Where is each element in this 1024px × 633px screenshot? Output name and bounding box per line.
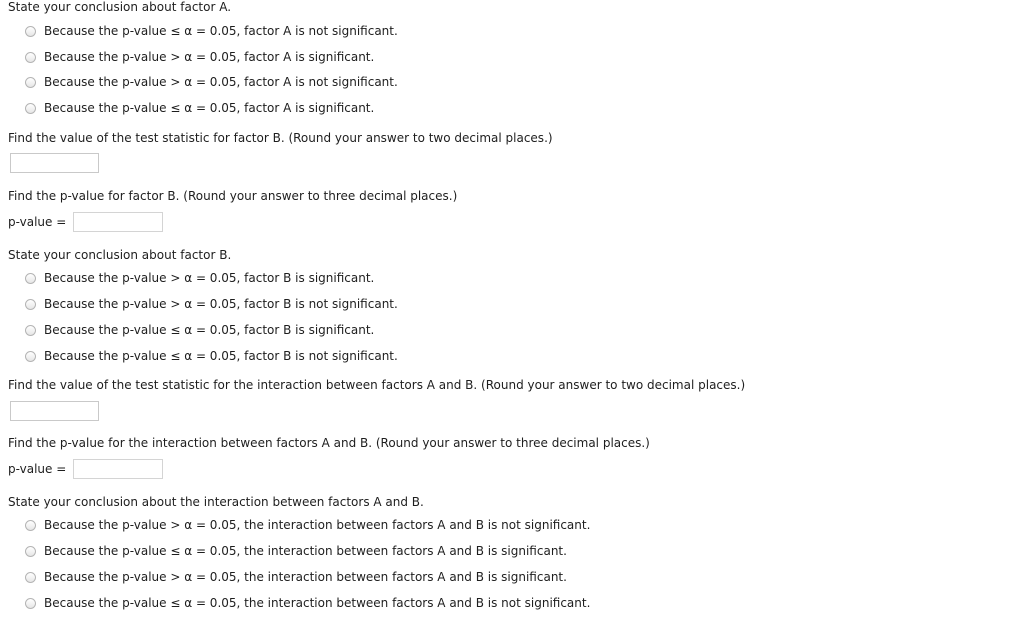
interaction-statistic-prompt: Find the value of the test statistic for the interaction between factors A and B. (Round your answer to two decimal places.) — [8, 378, 746, 392]
option-label: Because the p-value ≤ α = 0.05, factor A is significant. — [44, 101, 375, 115]
interaction-option-1[interactable] — [25, 517, 590, 533]
factor-b-statistic-input[interactable] — [10, 153, 99, 173]
interaction-statistic-input[interactable] — [10, 401, 99, 421]
option-label: Because the p-value ≤ α = 0.05, factor B is significant. — [44, 323, 375, 337]
radio-button[interactable] — [25, 598, 36, 609]
radio-button[interactable] — [25, 77, 36, 88]
option-label: Because the p-value > α = 0.05, the interaction between factors A and B is significant. — [44, 570, 567, 584]
factor-a-option-1[interactable] — [25, 23, 398, 39]
option-label: Because the p-value ≤ α = 0.05, the interaction between factors A and B is significant. — [44, 544, 567, 558]
option-label: Because the p-value > α = 0.05, factor A is not significant. — [44, 75, 398, 89]
factor-b-option-2[interactable] — [25, 296, 398, 312]
radio-button[interactable] — [25, 546, 36, 557]
radio-button[interactable] — [25, 572, 36, 583]
interaction-pvalue-row — [8, 459, 163, 479]
factor-a-conclusion-prompt: State your conclusion about factor A. — [8, 0, 232, 14]
interaction-pvalue-input[interactable] — [73, 459, 163, 479]
radio-button[interactable] — [25, 103, 36, 114]
interaction-option-4[interactable] — [25, 595, 590, 611]
radio-button[interactable] — [25, 351, 36, 362]
factor-b-option-3[interactable] — [25, 322, 374, 338]
interaction-pvalue-prompt: Find the p-value for the interaction between factors A and B. (Round your answer to three decimal places.) — [8, 436, 650, 450]
option-label: Because the p-value > α = 0.05, the interaction between factors A and B is not significant. — [44, 518, 591, 532]
option-label: Because the p-value > α = 0.05, factor A is significant. — [44, 50, 375, 64]
pvalue-label: p-value = — [8, 462, 67, 476]
factor-a-option-4[interactable] — [25, 100, 374, 116]
factor-b-pvalue-input[interactable] — [73, 212, 163, 232]
option-label: Because the p-value ≤ α = 0.05, factor A is not significant. — [44, 24, 398, 38]
interaction-conclusion-prompt: State your conclusion about the interaction between factors A and B. — [8, 495, 424, 509]
radio-button[interactable] — [25, 26, 36, 37]
option-label: Because the p-value ≤ α = 0.05, factor B is not significant. — [44, 349, 398, 363]
factor-b-statistic-prompt: Find the value of the test statistic for factor B. (Round your answer to two decimal places.) — [8, 131, 553, 145]
option-label: Because the p-value > α = 0.05, factor B is significant. — [44, 271, 375, 285]
radio-button[interactable] — [25, 325, 36, 336]
factor-a-option-2[interactable] — [25, 49, 374, 65]
factor-b-option-4[interactable] — [25, 348, 398, 364]
interaction-option-3[interactable] — [25, 569, 567, 585]
option-label: Because the p-value > α = 0.05, factor B is not significant. — [44, 297, 398, 311]
factor-b-conclusion-prompt: State your conclusion about factor B. — [8, 248, 232, 262]
factor-b-pvalue-row — [8, 212, 163, 232]
radio-button[interactable] — [25, 520, 36, 531]
radio-button[interactable] — [25, 273, 36, 284]
factor-a-option-3[interactable] — [25, 74, 398, 90]
factor-b-pvalue-prompt: Find the p-value for factor B. (Round your answer to three decimal places.) — [8, 189, 458, 203]
factor-b-option-1[interactable] — [25, 270, 374, 286]
pvalue-label: p-value = — [8, 215, 67, 229]
radio-button[interactable] — [25, 52, 36, 63]
radio-button[interactable] — [25, 299, 36, 310]
interaction-option-2[interactable] — [25, 543, 567, 559]
option-label: Because the p-value ≤ α = 0.05, the interaction between factors A and B is not significant. — [44, 596, 591, 610]
